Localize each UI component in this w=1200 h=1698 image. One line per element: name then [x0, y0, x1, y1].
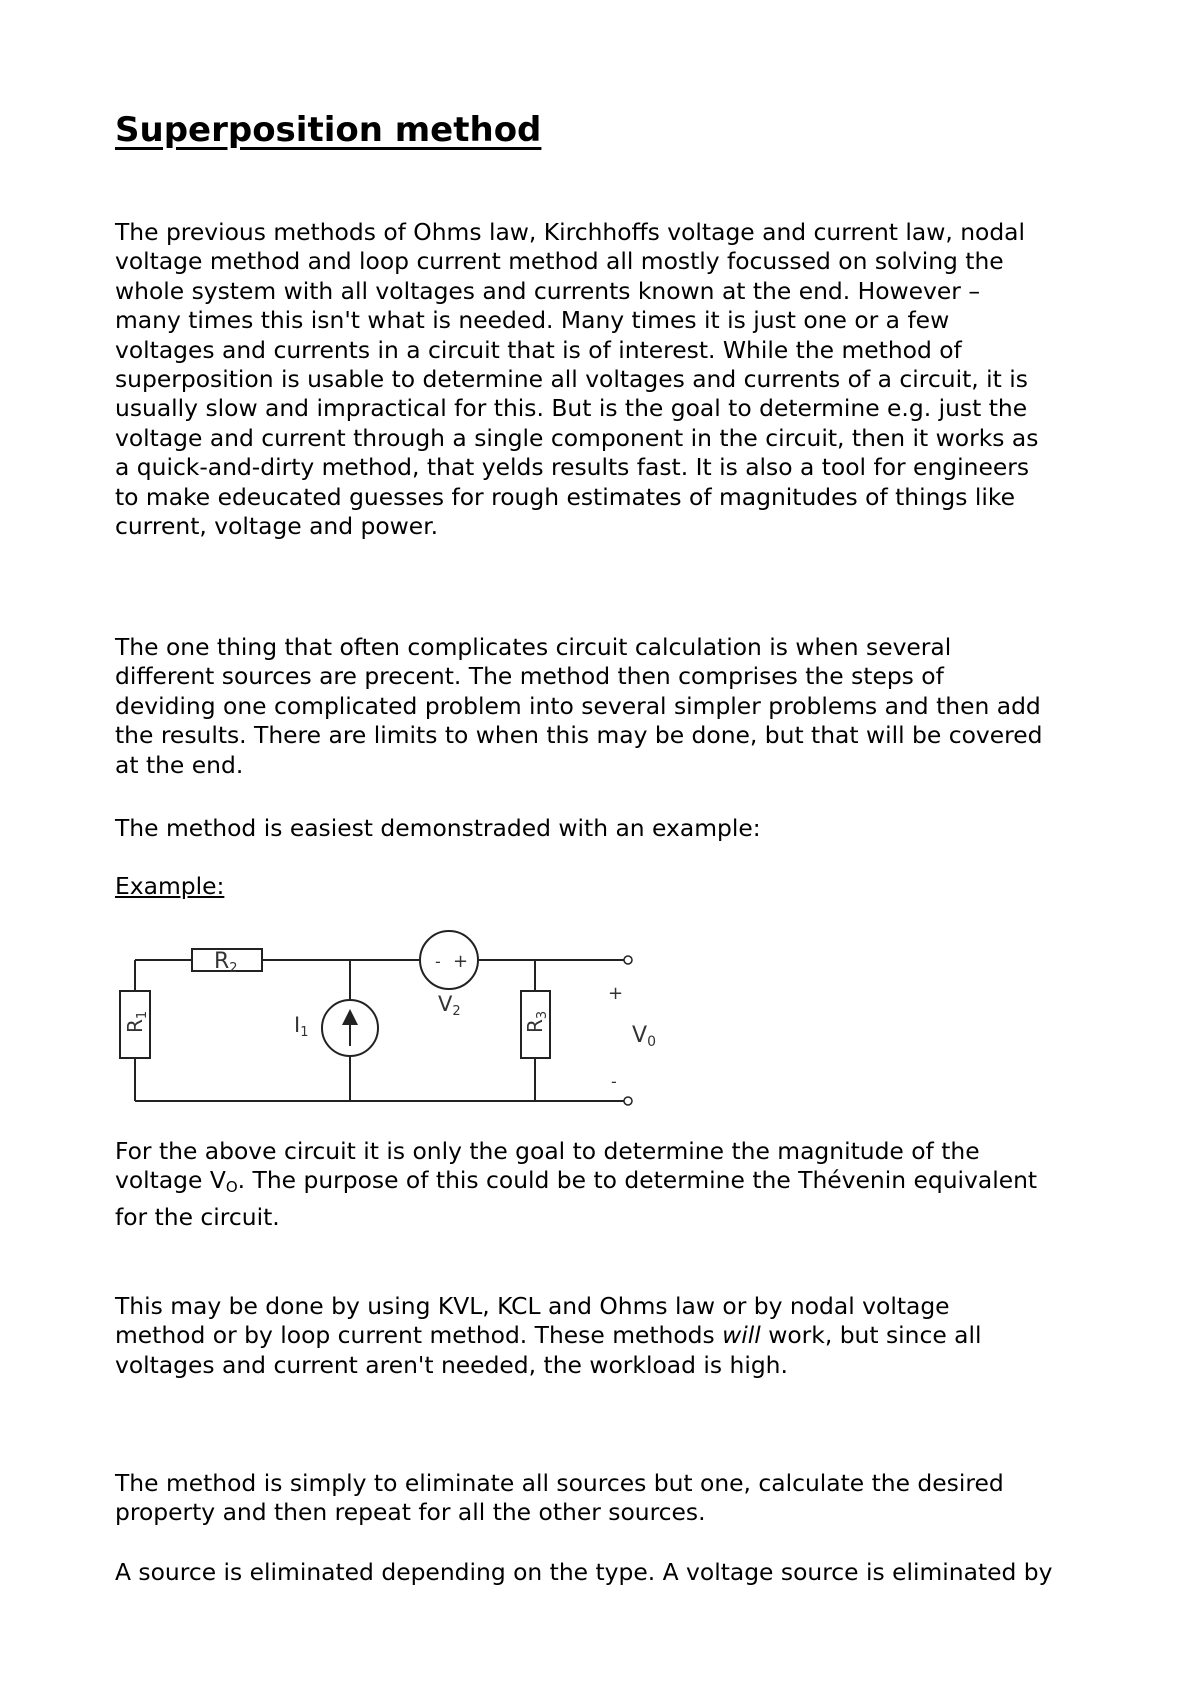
text-line: This may be done by using KVL, KCL and Ohms law or by nodal voltage: [115, 1292, 950, 1320]
r2-label: R2: [214, 949, 238, 976]
text-line: for the circuit.: [115, 1202, 280, 1231]
paragraph-workload: [115, 1292, 1115, 1380]
paragraph-intro: [115, 218, 1115, 541]
text-line: superposition is usable to determine all voltages and currents of a circuit, it is: [115, 365, 1028, 394]
output-plus-sign: +: [608, 983, 624, 1004]
output-terminal-top: [624, 956, 632, 964]
text-line: whole system with all voltages and currents known at the end. However –: [115, 276, 981, 305]
text-line: deviding one complicated problem into several simpler problems and then add: [115, 691, 1041, 720]
paragraph-sources: [115, 633, 1115, 780]
output-terminal-bottom: [624, 1097, 632, 1105]
paragraph-demonstration: The method is easiest demonstraded with an example:: [115, 814, 761, 842]
r3-label: $R_3$: [523, 1010, 550, 1033]
text-line: current, voltage and power.: [115, 512, 439, 541]
subscript: O: [225, 1178, 238, 1197]
text-line: at the end.: [115, 750, 244, 779]
emphasis: will: [722, 1321, 761, 1350]
voltage-source-v2: [420, 931, 478, 989]
output-minus-sign: -: [611, 1072, 617, 1091]
text-line: voltages and current aren't needed, the workload is high.: [115, 1350, 788, 1379]
text-line: to make edeucated guesses for rough estimates of magnitudes of things like: [115, 482, 1016, 511]
text-line: voltage $V_O$. The purpose of this could be to determine the Thévenin equivalent: [115, 1166, 1038, 1197]
v2-plus-sign: +: [453, 951, 469, 972]
text-line: The method is simply to eliminate all sources but one, calculate the desired: [115, 1469, 1004, 1497]
circuit-diagram: [110, 925, 670, 1125]
r1-label: $R_1$: [123, 1010, 150, 1033]
example-label: Example:: [115, 872, 225, 900]
text-line: a quick-and-dirty method, that yelds results fast. It is also a tool for engineers: [115, 453, 1030, 482]
text-line: property and then repeat for all the other sources.: [115, 1498, 706, 1527]
v2-label: V2: [438, 992, 461, 1019]
paragraph-goal: [115, 1137, 1115, 1232]
vo-label: V0: [632, 1023, 656, 1050]
text-line: For the above circuit it is only the goal to determine the magnitude of the: [115, 1137, 980, 1165]
text-line: voltage and current through a single component in the circuit, then it works as: [115, 423, 1039, 452]
text-line: The previous methods of Ohms law, Kirchhoffs voltage and current law, nodal: [115, 218, 1026, 246]
v2-minus-sign: -: [435, 952, 441, 971]
text-line: usually slow and impractical for this. But is the goal to determine e.g. just the: [115, 394, 1028, 423]
text-line: different sources are precent. The method then comprises the steps of: [115, 662, 944, 691]
paragraph-elimination: A source is eliminated depending on the type. A voltage source is eliminated by: [115, 1558, 1053, 1586]
i1-label: I1: [294, 1013, 309, 1040]
current-source-i1: [322, 1000, 378, 1056]
page-title: Superposition method: [115, 110, 542, 150]
text-line: many times this isn't what is needed. Many times it is just one or a few: [115, 306, 950, 335]
paragraph-method: [115, 1469, 1115, 1528]
text-line: voltages and currents in a circuit that is of interest. While the method of: [115, 335, 962, 364]
text-line: method or by loop current method. These methods will work, but since all: [115, 1321, 982, 1350]
text-line: the results. There are limits to when this may be done, but that will be covered: [115, 721, 1043, 750]
text-line: voltage method and loop current method all mostly focussed on solving the: [115, 247, 1004, 276]
text-line: The one thing that often complicates circuit calculation is when several: [115, 633, 952, 661]
